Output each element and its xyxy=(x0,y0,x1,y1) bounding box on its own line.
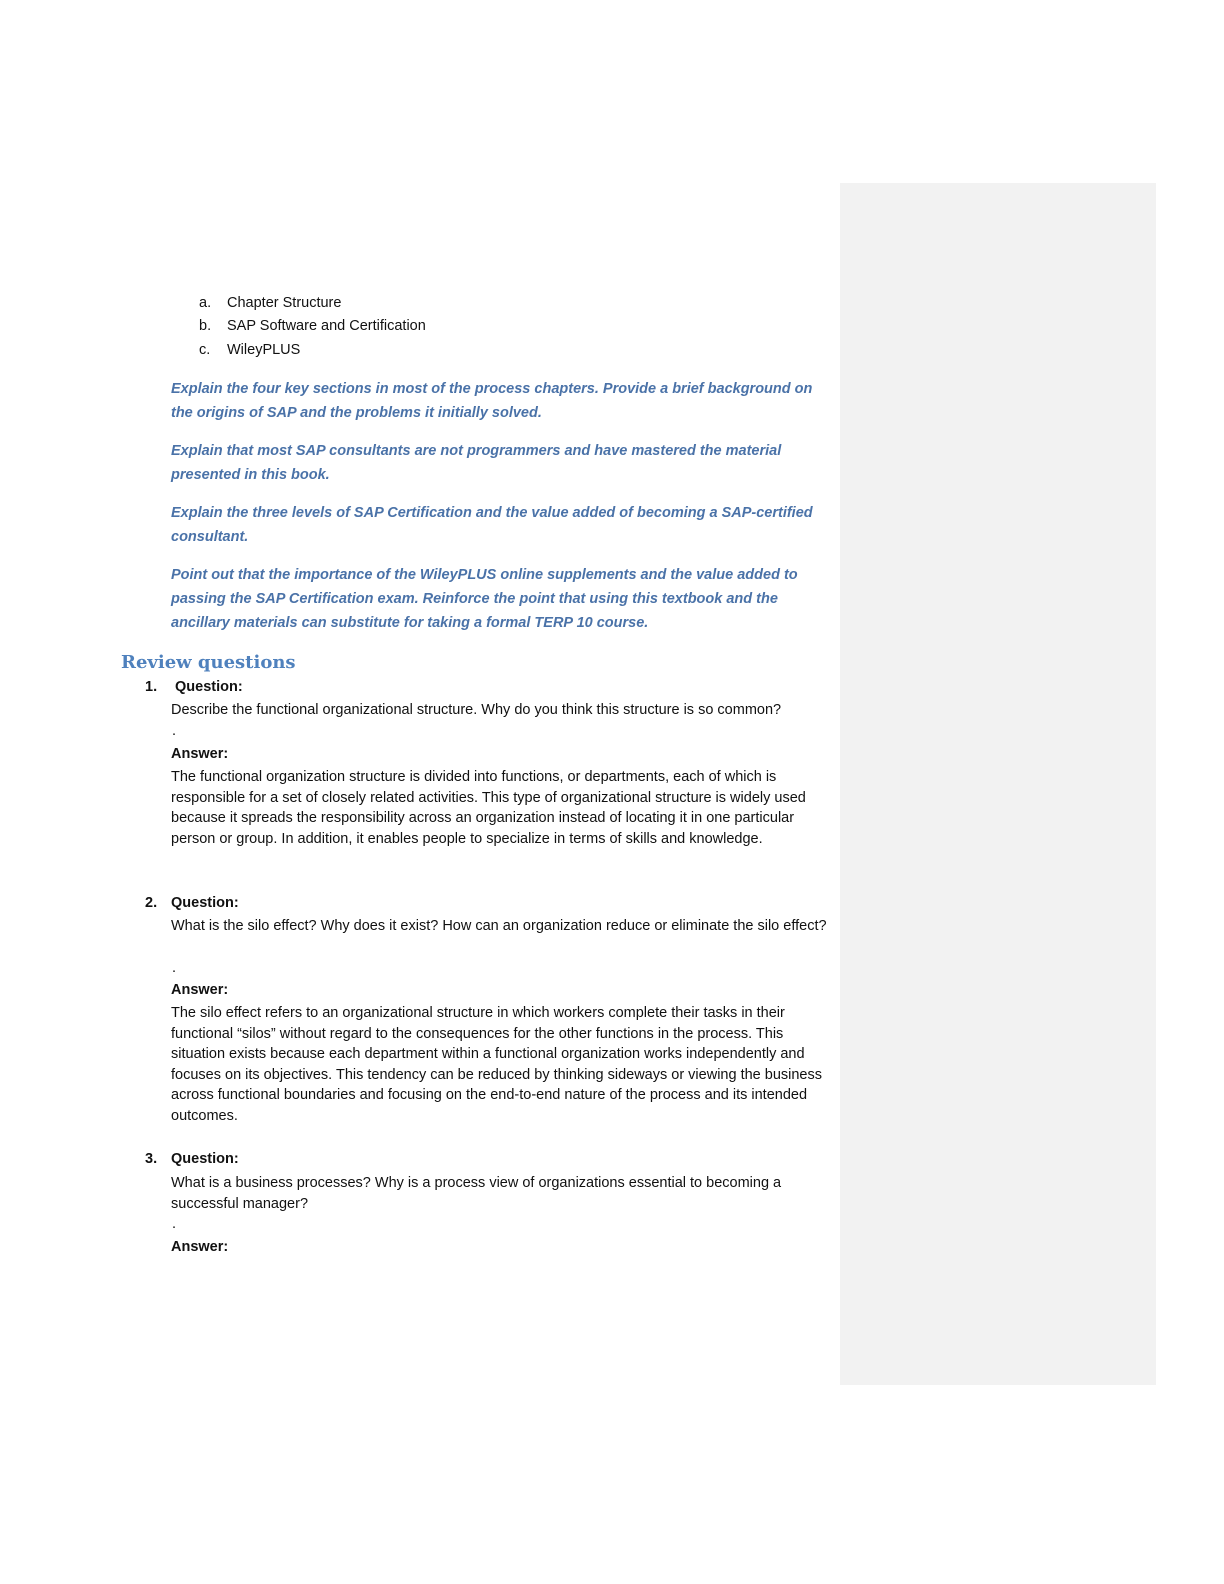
answer-text: The functional organization structure is divided into functions, or departments, each of which is responsible for a set of closely related activities. This type of organizational structure is widely used because it spreads the responsibility across an organization instead of locating it in one particular person or group. In addition, it enables people to specialize in terms of skills and knowledge. xyxy=(171,769,806,847)
outline-item-wileyplus xyxy=(199,340,300,360)
instructor-note: Explain the three levels of SAP Certification and the value added of becoming a SAP-certified consultant. xyxy=(171,505,813,545)
outline-label: Chapter Structure xyxy=(227,295,342,311)
outline-label: SAP Software and Certification xyxy=(227,318,426,334)
question-number: 1. xyxy=(145,679,158,695)
answer-label: Answer: xyxy=(171,746,229,762)
outline-item-sap-software xyxy=(199,316,426,336)
separator-dot: . xyxy=(172,1216,177,1232)
outline-marker: b. xyxy=(199,318,212,334)
comment-margin-pane xyxy=(840,183,1156,1385)
outline-marker: c. xyxy=(199,342,211,358)
separator-dot: . xyxy=(172,960,177,976)
answer-text: The silo effect refers to an organizational structure in which workers complete their tasks in their functional “silos” without regard to the consequences for the other functions in the process. This situation exists because each department within a functional organization works independently and focuses on its objectives. This tendency can be reduced by thinking sideways or viewing the business across functional boundaries and focusing on the end-to-end nature of the process and its intended outcomes. xyxy=(171,1005,822,1124)
answer-label: Answer: xyxy=(171,982,229,998)
question-label: Question: xyxy=(171,895,239,911)
instructor-note: Explain that most SAP consultants are not programmers and have mastered the material presented in this book. xyxy=(171,443,782,483)
question-number: 3. xyxy=(145,1151,158,1167)
answer-label: Answer: xyxy=(171,1239,229,1255)
instructor-note: Point out that the importance of the WileyPLUS online supplements and the value added to passing the SAP Certification exam. Reinforce the point that using this textbook and the ancillary materials can substitute for taking a formal TERP 10 course. xyxy=(171,567,798,631)
question-number: 2. xyxy=(145,895,158,911)
outline-item-chapter-structure xyxy=(199,293,341,313)
question-label: Question: xyxy=(175,679,243,695)
question-text: Describe the functional organizational structure. Why do you think this structure is so common? xyxy=(171,702,782,718)
instructor-note: Explain the four key sections in most of the process chapters. Provide a brief background on the origins of SAP and the problems it initially solved. xyxy=(171,381,813,421)
question-label: Question: xyxy=(171,1151,239,1167)
question-text: What is the silo effect? Why does it exist? How can an organization reduce or eliminate the silo effect? xyxy=(171,918,827,934)
separator-dot: . xyxy=(172,723,177,739)
outline-label: WileyPLUS xyxy=(227,342,301,358)
section-heading: Review questions xyxy=(121,652,296,673)
outline-marker: a. xyxy=(199,295,212,311)
question-text: What is a business processes? Why is a process view of organizations essential to becoming a successful manager? xyxy=(171,1175,782,1212)
